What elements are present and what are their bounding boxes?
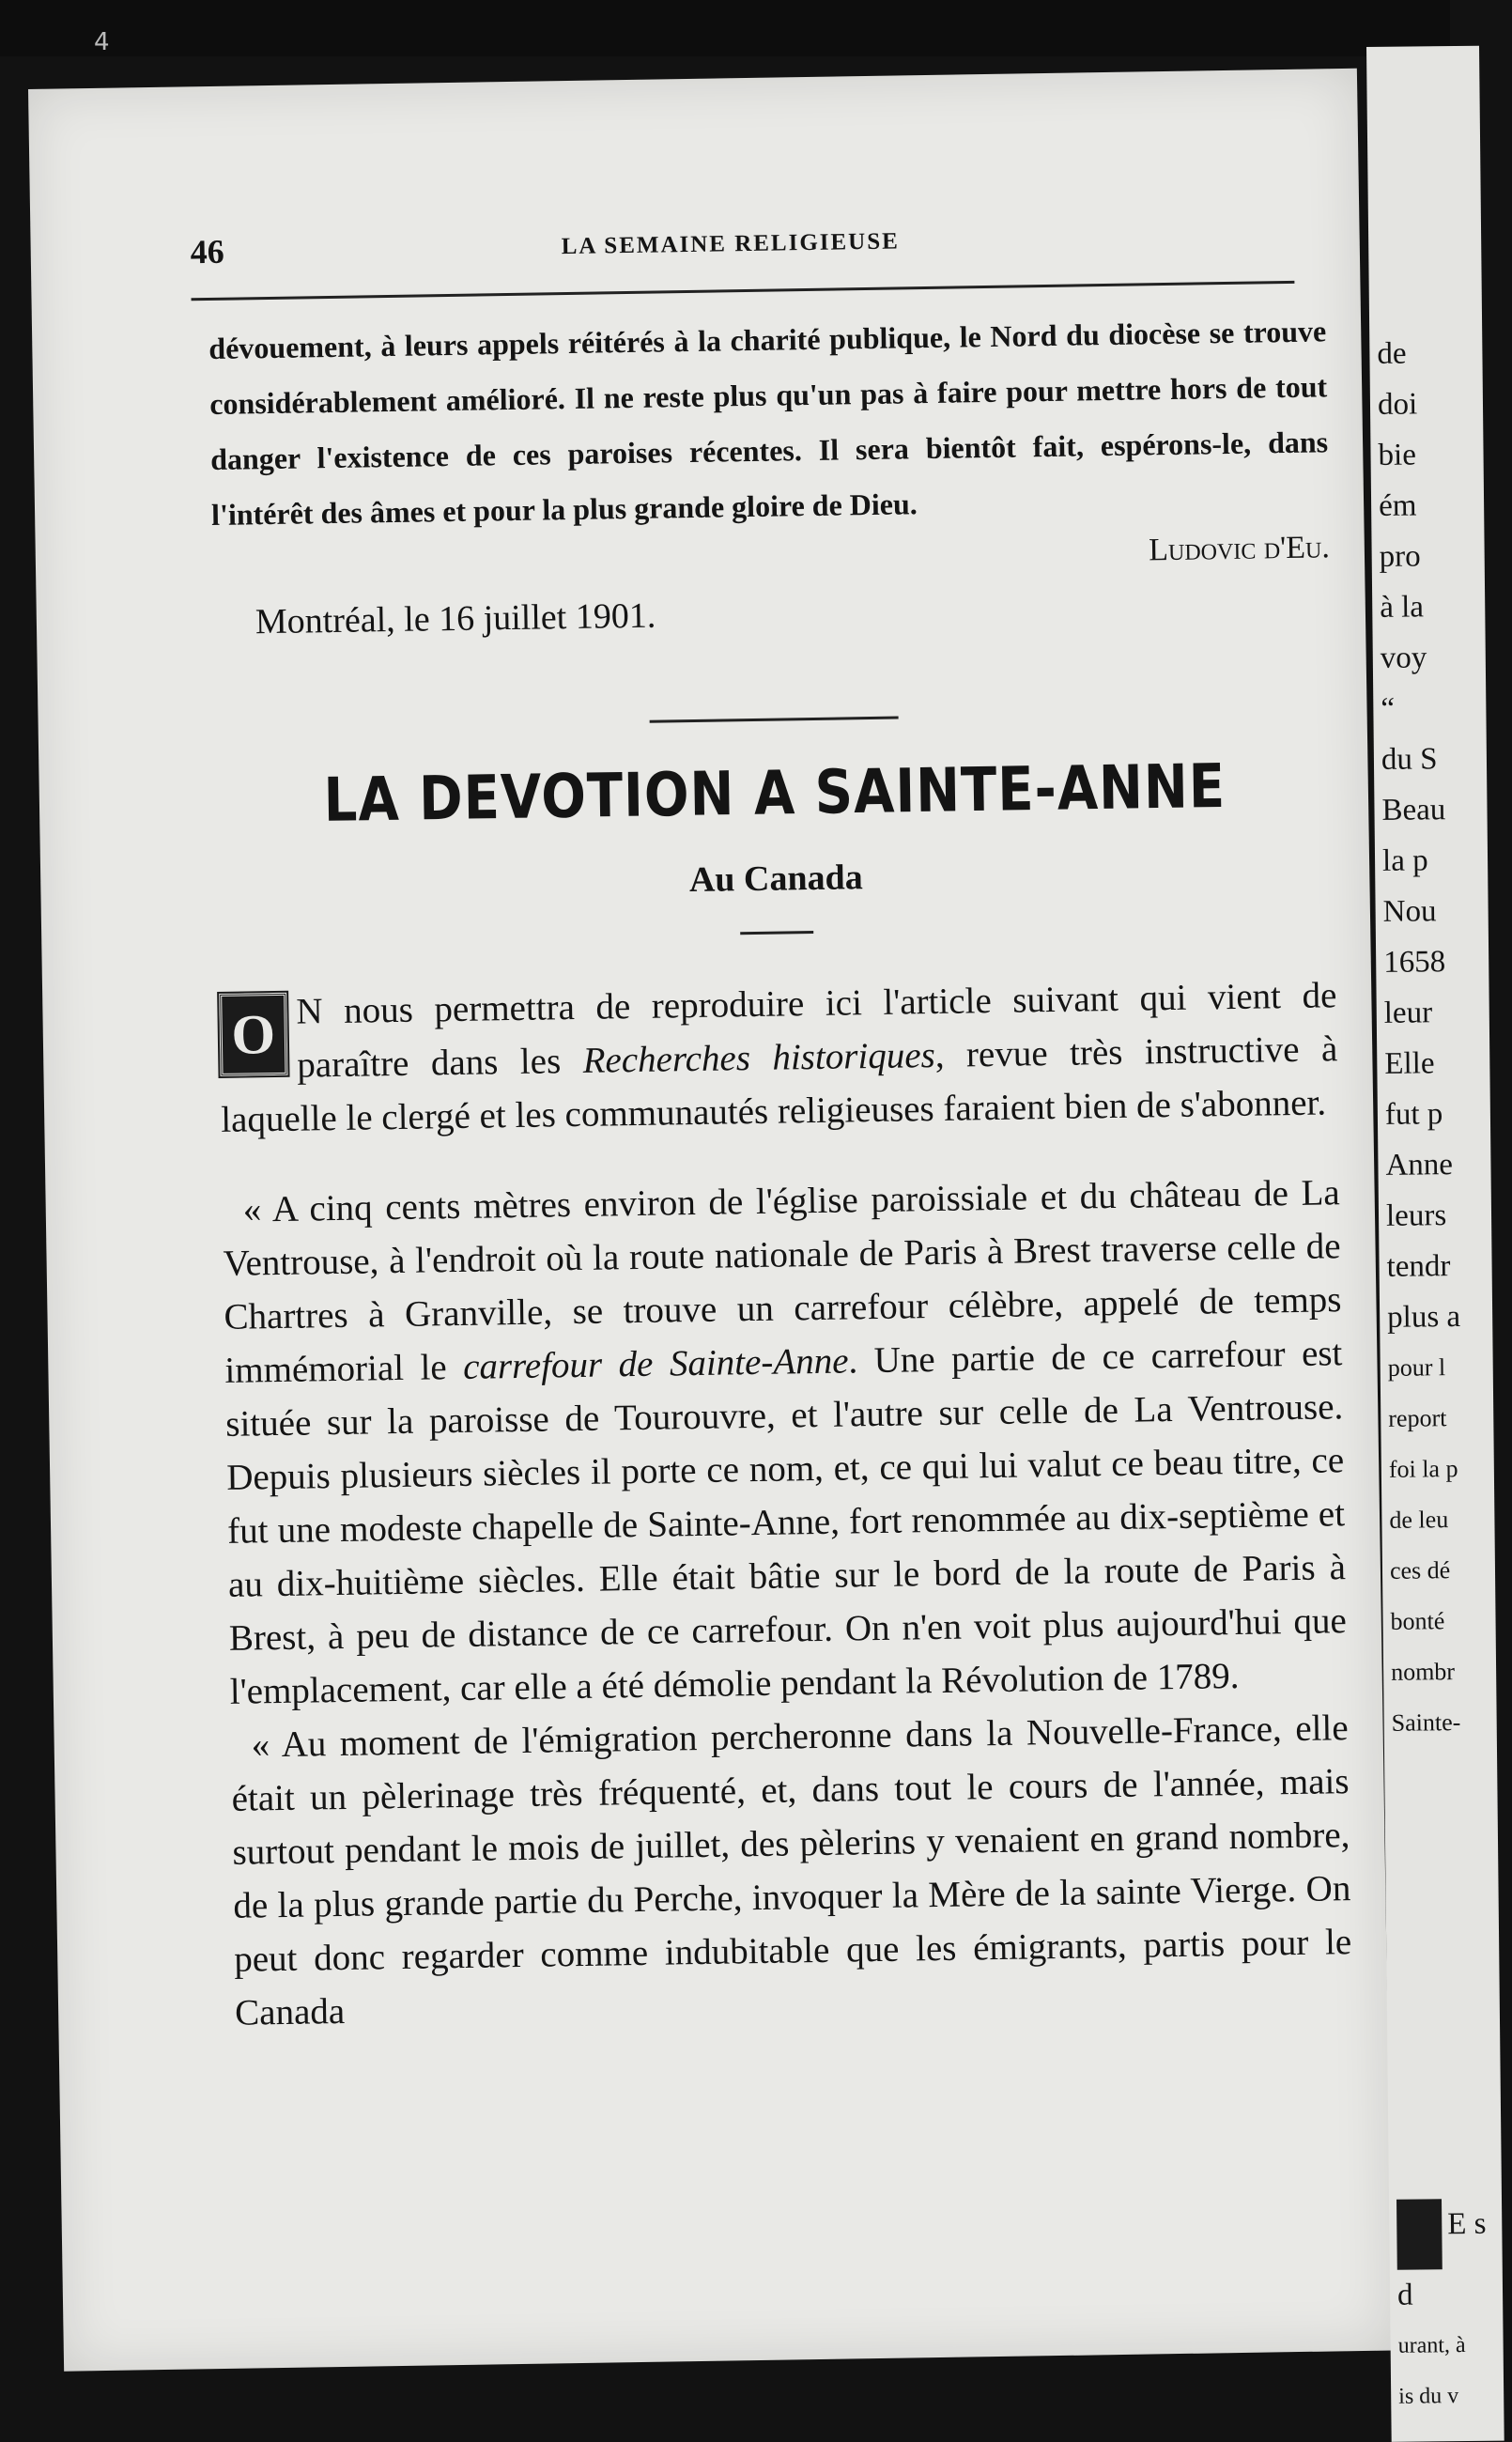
adjacent-line: pour l	[1387, 1353, 1446, 1382]
signature: Ludovic d'Eu.	[1148, 530, 1331, 568]
adjacent-line: de	[1377, 336, 1407, 371]
adjacent-line: la p	[1381, 843, 1428, 878]
adjacent-drop-cap	[1396, 2199, 1443, 2269]
adjacent-line: report	[1388, 1404, 1447, 1432]
header-rule	[192, 281, 1295, 301]
adjacent-line: 1658	[1383, 945, 1446, 980]
adjacent-line: leurs	[1385, 1198, 1447, 1233]
document-page	[28, 69, 1393, 2372]
page-header	[190, 214, 1318, 288]
adjacent-line: bonté	[1390, 1607, 1445, 1635]
adjacent-line: nombr	[1390, 1658, 1456, 1686]
adjacent-line: à la	[1380, 590, 1425, 625]
paragraph-1-text: « A cinq cents mètres environ de l'église paroissiale et du château de La Ventrouse, à l'endroit où la route nationale de Paris à Brest traverse celle de Chartres à Granville, se trouve un carrefour célèbre, appelé de temps immémorial le	[223, 1172, 1342, 1391]
adjacent-line: leur	[1383, 996, 1433, 1030]
adjacent-line: du S	[1381, 742, 1438, 777]
adjacent-line: ém	[1378, 488, 1417, 523]
adjacent-gap	[1392, 1748, 1509, 2200]
adjacent-line: Sainte-	[1391, 1708, 1461, 1737]
adjacent-page-fragment	[1366, 46, 1504, 2442]
adjacent-line: doi	[1377, 387, 1418, 422]
section-divider	[649, 717, 898, 723]
page-content	[208, 303, 1353, 2039]
intro-journal-title: Recherches historiques	[582, 1034, 936, 1081]
previous-article-closing: dévouement, à leurs appels réitérés à la charité publique, le Nord du diocèse se trouve considérablement amélioré. Il ne reste plus qu'un pas à faire pour mettre hors de tout danger l'existence de ces paroises récentes. Il sera bientôt fait, espérons-le, dans l'intérêt des âmes et pour la plus grande gloire de Dieu.	[208, 314, 1329, 532]
subtitle-divider	[740, 931, 813, 935]
adjacent-line: Elle	[1384, 1046, 1435, 1081]
page-number: 46	[190, 232, 225, 271]
paragraph-1-text-end: . Une partie de ce carrefour est située sur la paroisse de Tourouvre, et l'autre sur celle de La Ventrouse. Depuis plusieurs siècles il porte ce nom, et, ce qui lui valut ce beau titre, ce fut une modeste chapelle de Sainte-Anne, fort renommée au dix-septième et au dix-huitième siècles. Elle était bâtie sur le bord de la route de Paris à Brest, à peu de distance de ce carrefour. On n'en voit plus aujourd'hui que l'emplacement, car elle a été démolie pendant la Révolution de 1789.	[225, 1333, 1348, 1712]
intro-text: N nous permettra de reproduire ici l'article suivant qui vient de paraître dans les	[296, 975, 1337, 1086]
adjacent-page-text	[1377, 328, 1511, 2422]
adjacent-line: pro	[1379, 539, 1421, 574]
adjacent-line: de leu	[1389, 1506, 1449, 1534]
adjacent-line: is du v	[1398, 2384, 1459, 2409]
frame-mark: 4	[94, 28, 110, 56]
article-title: LA DEVOTION A SAINTE-ANNE	[323, 751, 1227, 837]
adjacent-line: voy	[1380, 641, 1427, 675]
adjacent-line: tendr	[1386, 1249, 1451, 1284]
running-head: LA SEMAINE RELIGIEUSE	[561, 228, 901, 260]
paragraph-1-italic: carrefour de Sainte-Anne	[462, 1340, 849, 1387]
adjacent-line: foi la p	[1388, 1455, 1458, 1483]
adjacent-line: fut p	[1384, 1097, 1443, 1132]
article-intro	[219, 968, 1339, 1147]
article-subtitle: Au Canada	[688, 858, 864, 901]
drop-cap-initial: O	[219, 993, 287, 1076]
article-paragraph-2: « Au moment de l'émigration percheronne dans la Nouvelle-France, elle était un pèlerinage très fréquenté, et, dans tout le cours de l'année, mais surtout pendant le mois de juillet, des pèlerins y venaient en grand nombre, de la plus grande partie du Perche, invoquer la Mère de la sainte Vierge. On peut donc regarder comme indubitable que les émigrants, partis pour le Canada	[231, 1708, 1352, 2033]
adjacent-line: E s	[1396, 2199, 1510, 2270]
adjacent-line: Anne	[1385, 1148, 1454, 1182]
intro-text-end: , revue très instructive à laquelle le clergé et les communautés religieuses faraient bien de s'abonner.	[220, 1028, 1338, 1140]
adjacent-line: plus a	[1386, 1300, 1461, 1335]
adjacent-line: d	[1396, 2278, 1413, 2312]
microfilm-frame-top	[0, 0, 1450, 56]
place-date: Montréal, le 16 juillet 1901.	[255, 595, 656, 642]
adjacent-line: Beau	[1381, 793, 1446, 827]
adjacent-line: bie	[1378, 438, 1417, 472]
adjacent-line: Nou	[1382, 894, 1437, 929]
adjacent-line: “	[1381, 691, 1396, 726]
adjacent-line: ces dé	[1389, 1556, 1451, 1584]
article-paragraph-1	[222, 1166, 1348, 1719]
adjacent-line: urant, à	[1397, 2333, 1466, 2358]
